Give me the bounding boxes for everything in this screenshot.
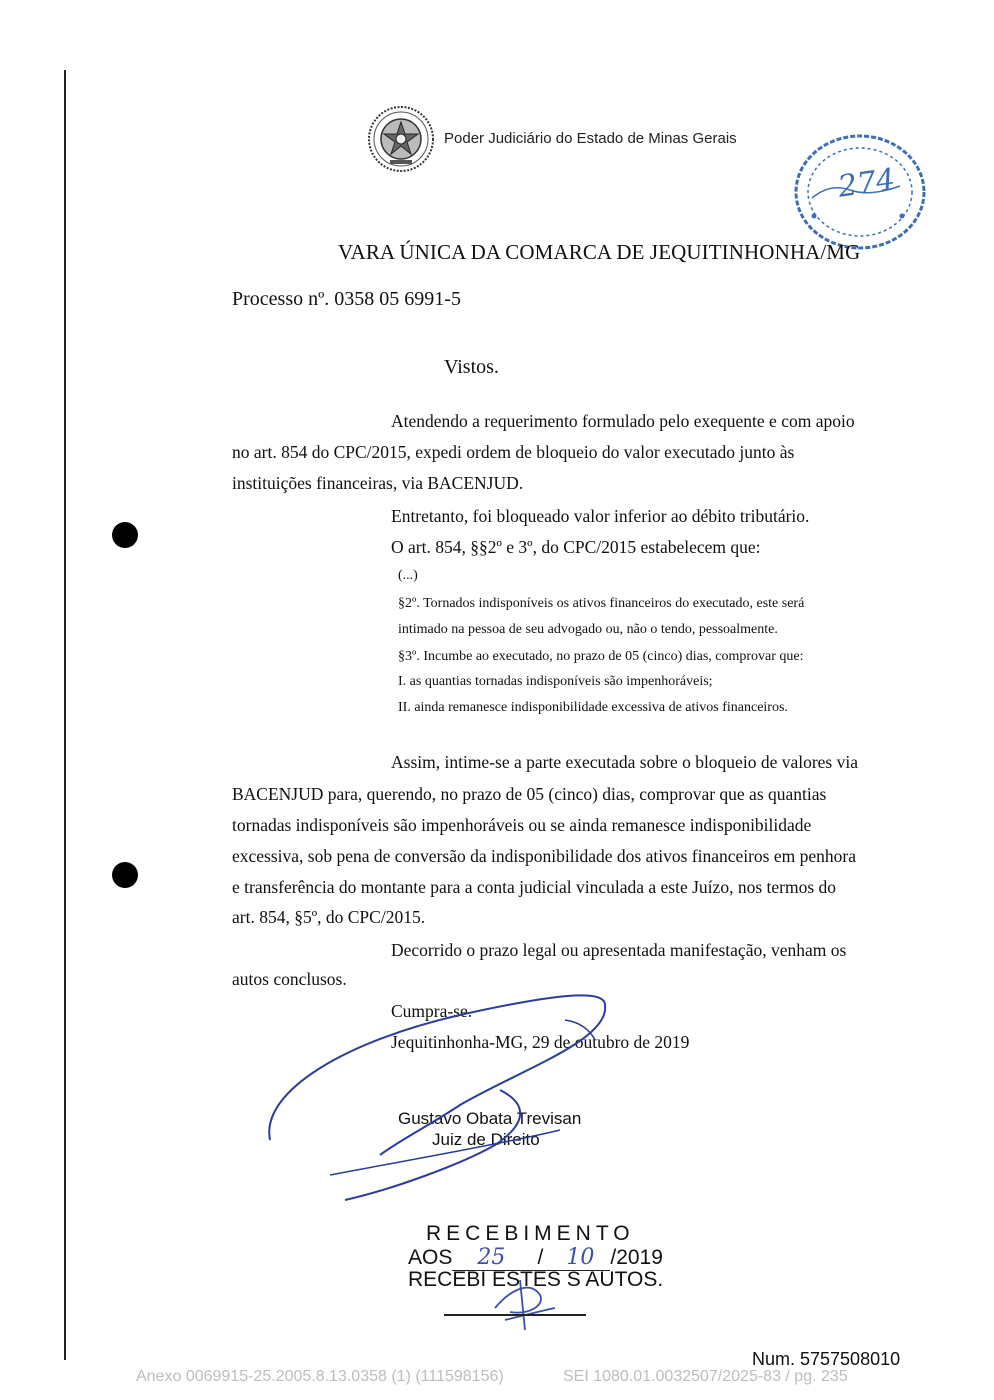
court-title: VARA ÚNICA DA COMARCA DE JEQUITINHONHA/MG [338,240,861,264]
place-date: Jequitinhonha-MG, 29 de outubro de 2019 [391,1032,690,1052]
receipt-month: 10 [566,1245,595,1270]
receipt-title: RECEBIMENTO [426,1222,635,1245]
paragraph-4-line: tornadas indisponíveis são impenhoráveis ou se ainda remanesce indisponibilidade [232,815,812,835]
paragraph-3: O art. 854, §§2º e 3º, do CPC/2015 estabelecem que: [391,537,761,557]
quote-line: intimado na pessoa de seu advogado ou, não o tendo, pessoalmente. [398,622,778,637]
quote-line: I. as quantias tornadas indisponíveis são impenhoráveis; [398,674,713,689]
paragraph-4-line: BACENJUD para, querendo, no prazo de 05 (cinco) dias, comprovar que as quantias [232,784,827,804]
paragraph-4-line: e transferência do montante para a conta judicial vinculada a este Juízo, nos termos do [232,877,837,897]
page-left-edge [64,70,66,1360]
coat-of-arms-seal [366,104,436,174]
paragraph-1-line-1: Atendendo a requerimento formulado pelo exequente e com apoio [391,411,855,431]
paragraph-4-line: excessiva, sob pena de conversão da indisponibilidade dos ativos financeiros em penhora [232,846,856,866]
receipt-separator: / [537,1246,544,1269]
quote-ellipsis: (...) [398,568,418,583]
receipt-day: 25 [477,1245,506,1270]
document-number: Num. 5757508010 [752,1349,901,1369]
vistos-heading: Vistos. [444,356,499,378]
paragraph-5-line: Decorrido o prazo legal ou apresentada manifestação, venham os [391,940,847,960]
signer-name: Gustavo Obata Trevisan [398,1109,582,1128]
punch-hole-top [112,522,138,548]
signer-title: Juiz de Direito [432,1130,540,1149]
footer-annex: Anexo 0069915-25.2005.8.13.0358 (1) (111598156) [136,1368,504,1385]
paragraph-4-line: Assim, intime-se a parte executada sobre o bloqueio de valores via [391,752,858,772]
handwritten-signature [260,980,620,1210]
receipt-signature-line [444,1314,586,1316]
receipt-prefix: AOS [408,1246,453,1269]
paragraph-1-line-2: no art. 854 do CPC/2015, expedi ordem de bloqueio do valor executado junto às [232,442,795,462]
punch-hole-bottom [112,862,138,888]
quote-line: §3º. Incumbe ao executado, no prazo de 05 (cinco) dias, comprovar que: [398,649,804,664]
receipt-year: /2019 [610,1246,663,1269]
paragraph-2: Entretanto, foi bloqueado valor inferior ao débito tributário. [391,506,810,526]
quote-line: §2º. Tornados indisponíveis os ativos financeiros do executado, este será [398,596,805,611]
paragraph-1-line-3: instituições financeiras, via BACENJUD. [232,473,524,493]
paragraph-5-line: autos conclusos. [232,969,347,989]
cumpra-se: Cumpra-se. [391,1001,473,1021]
process-number: Processo nº. 0358 05 6991-5 [232,288,461,310]
paragraph-4-line: art. 854, §5º, do CPC/2015. [232,907,426,927]
receipt-initials-signature [490,1270,560,1334]
footer-sei: SEI 1080.01.0032507/2025-83 / pg. 235 [563,1368,848,1385]
quote-line: II. ainda remanesce indisponibilidade excessiva de ativos financeiros. [398,700,788,715]
page-number-handwritten: 274 [835,162,898,205]
receipt-received-text: RECEBI ESTES S AUTOS. [408,1268,664,1291]
institution-name: Poder Judiciário do Estado de Minas Gerais [444,130,737,147]
